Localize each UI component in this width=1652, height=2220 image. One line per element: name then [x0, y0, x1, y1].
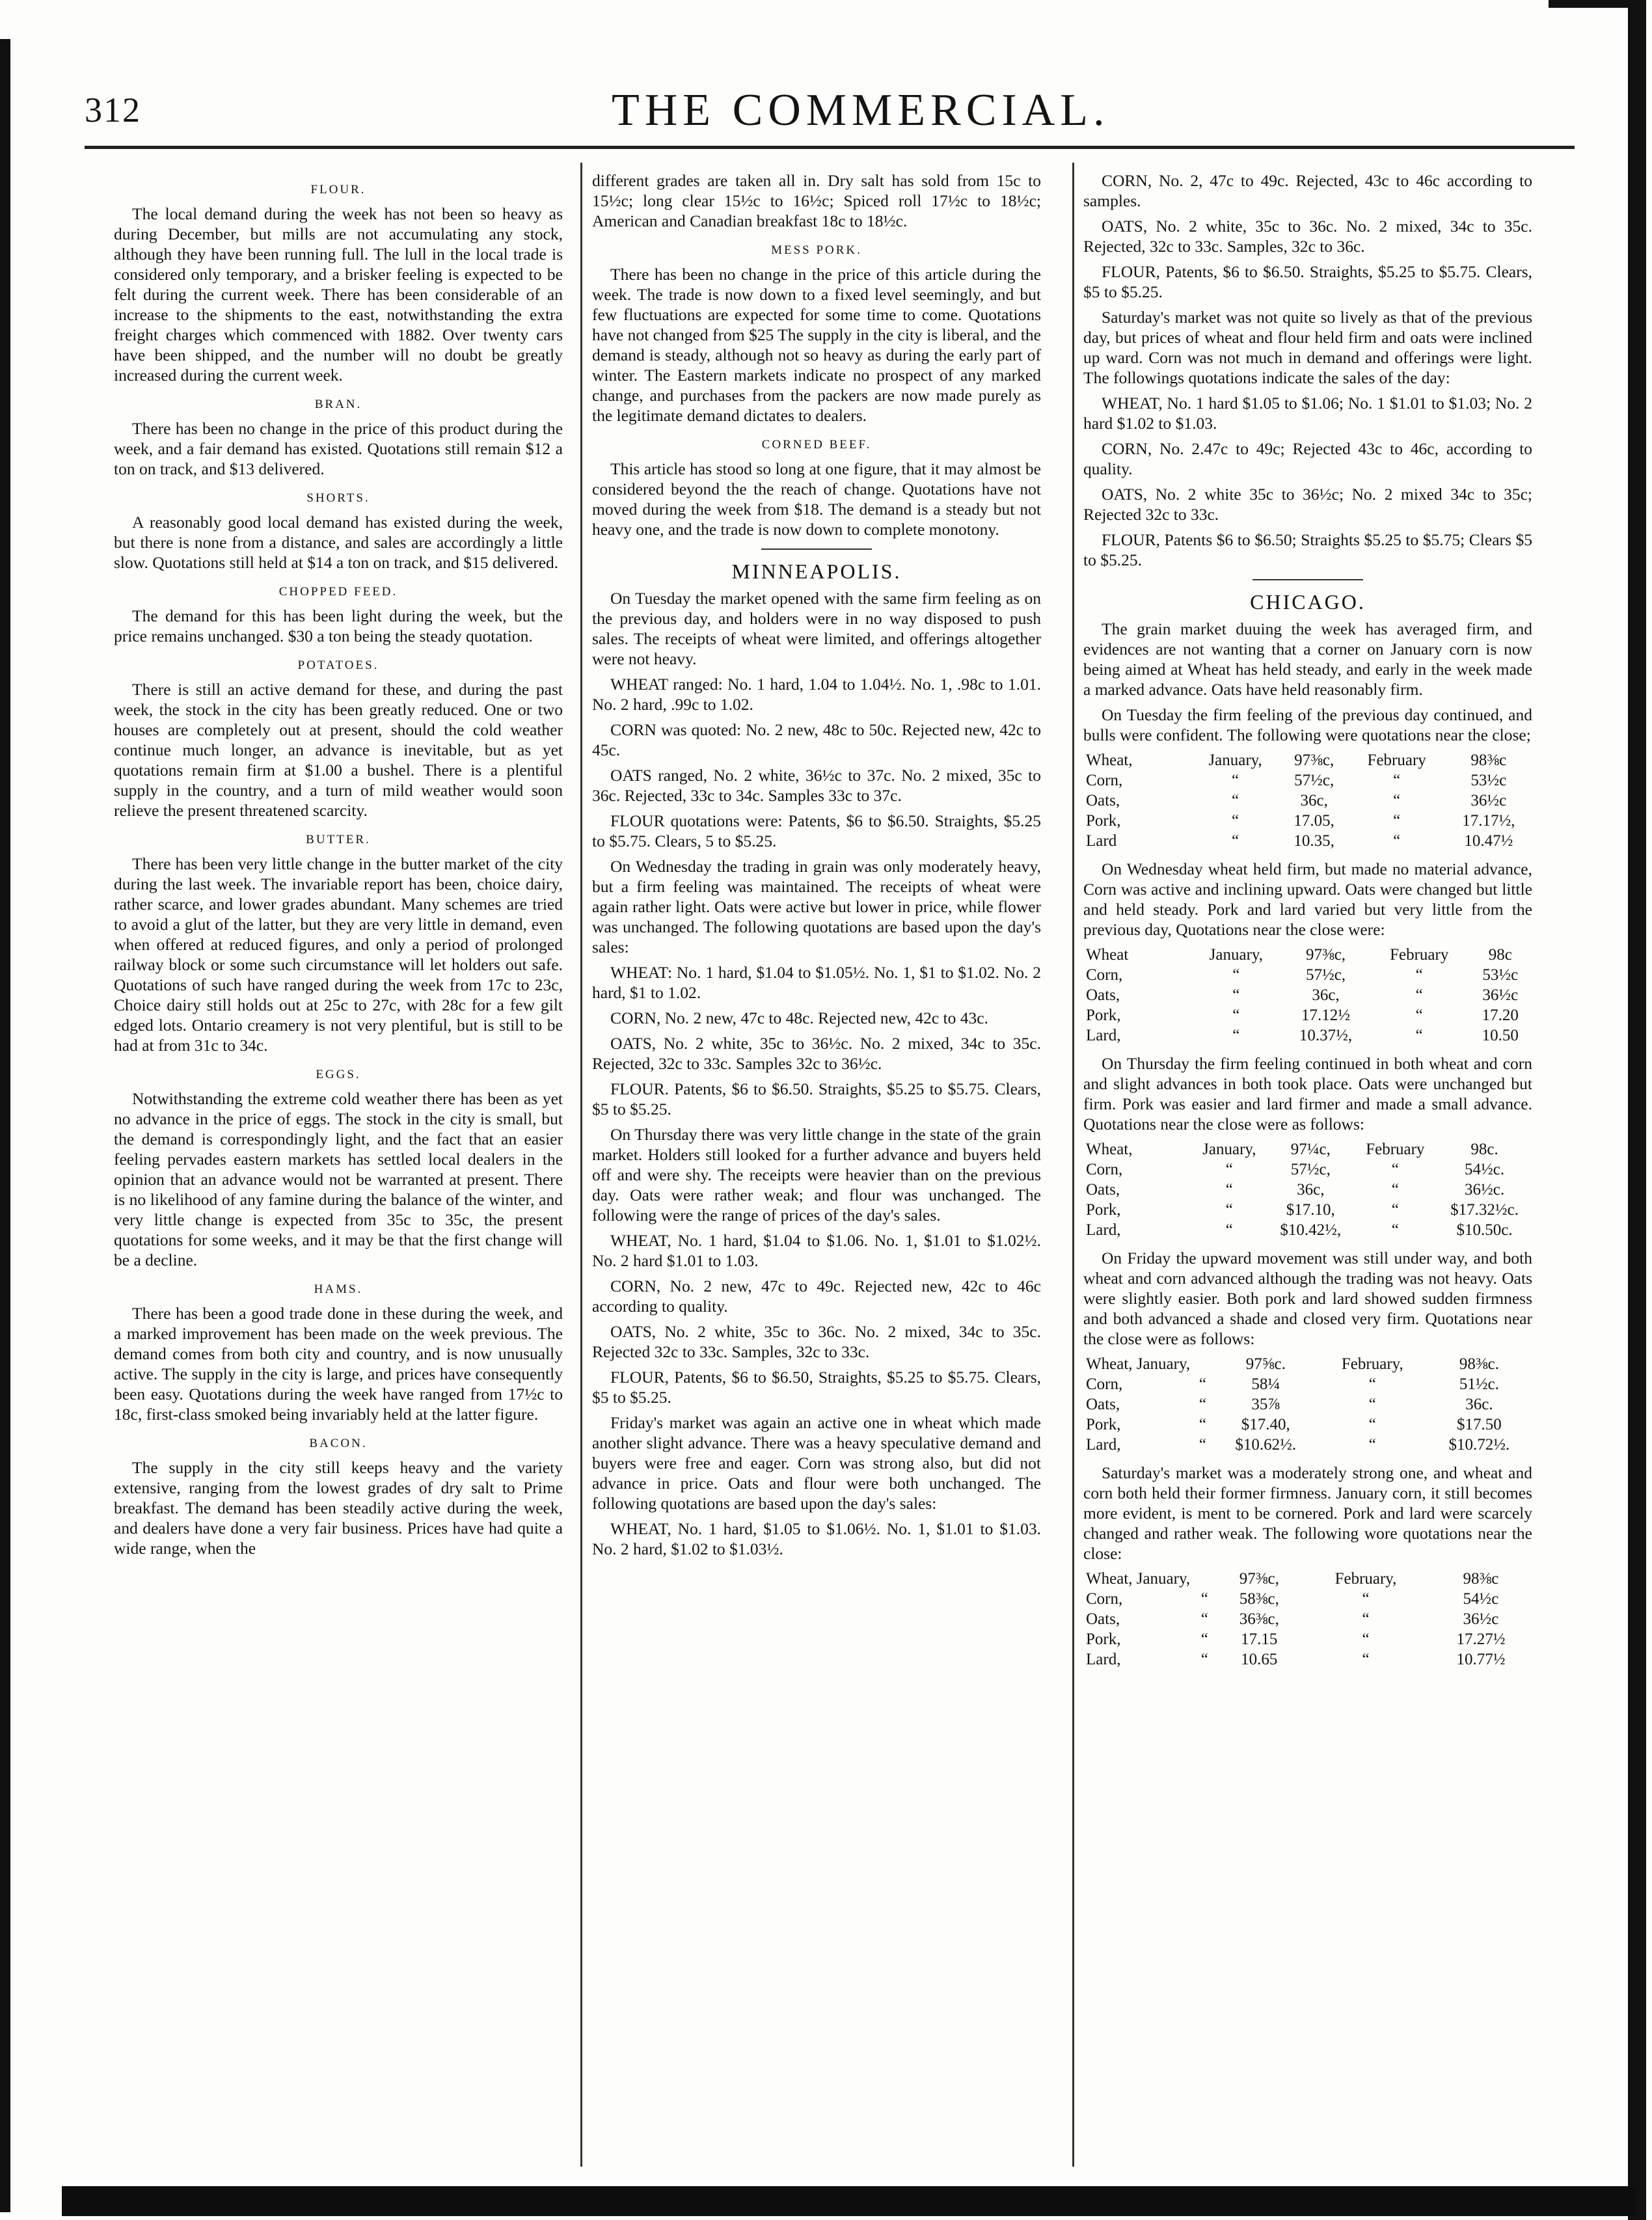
quotation-cell: “ — [1225, 1181, 1233, 1198]
quotation-cell: Corn, — [1086, 1375, 1123, 1393]
quotation-cell: 10.37½, — [1299, 1027, 1353, 1044]
quotation-cell: “ — [1415, 1027, 1423, 1044]
quotation-row — [1083, 1220, 1532, 1240]
quotation-cell: “ — [1200, 1631, 1208, 1648]
quotation-cell: $17.10, — [1286, 1201, 1335, 1219]
quotation-cell: “ — [1393, 772, 1401, 789]
quotation-cell: 58⅜c, — [1239, 1590, 1279, 1608]
section-heading: HAMS. — [314, 1282, 363, 1296]
quotation-cell: “ — [1368, 1396, 1376, 1413]
quotation-row — [1083, 1629, 1532, 1649]
column-divider — [1072, 163, 1074, 2167]
quotation-cell: Pork, — [1086, 1007, 1121, 1024]
quotation-cell: 17.17½, — [1462, 812, 1515, 830]
section-heading: BRAN. — [314, 398, 362, 411]
paragraph: FLOUR quotations were: Patents, $6 to $6.50. Straights, $5.25 to $5.75. Clears, 5 to $5.25. — [592, 811, 1041, 850]
paragraph: The supply in the city still keeps heavy and the variety extensive, ranging from the lowest grades of dry salt to Prime breakfast. The demand has been steadily active during the week, and dealers have done a very fair business. Prices have had quite a wide range, when the — [114, 1458, 563, 1558]
quotation-cell: 35⅞ — [1251, 1396, 1280, 1413]
quotation-row — [1083, 1159, 1532, 1180]
scan-bottom-bar — [62, 2186, 1636, 2216]
quotation-cell: 36½c — [1463, 1610, 1499, 1628]
column-1 — [114, 170, 563, 2174]
paragraph-continued: different grades are taken all in. Dry salt has sold from 15c to 15½c; long clear 15½c to 16½c; Spiced roll 17½c to 18½c; American and Canadian breakfast 18c to 18½c. — [592, 171, 1041, 230]
quotation-cell: 97⅜c, — [1239, 1570, 1279, 1588]
quotation-cell: Corn, — [1086, 772, 1123, 789]
paragraph: CORN, No. 2, 47c to 49c. Rejected, 43c to 46c according to samples. — [1083, 171, 1532, 210]
quotation-cell: “ — [1232, 772, 1239, 789]
paragraph: WHEAT ranged: No. 1 hard, 1.04 to 1.04½. No. 1, .98c to 1.01. No. 2 hard, .99c to 1.02. — [592, 675, 1041, 714]
paragraph: CORN was quoted: No. 2 new, 48c to 50c. Rejected new, 42c to 45c. — [592, 720, 1041, 759]
paragraph: WHEAT, No. 1 hard, $1.04 to $1.06. No. 1, $1.01 to $1.02½. No. 2 hard $1.01 to 1.03. — [592, 1231, 1041, 1270]
quotation-cell: “ — [1415, 986, 1423, 1004]
masthead-title: THE COMMERCIAL. — [612, 85, 1110, 135]
section-heading: CHOPPED FEED. — [278, 585, 398, 599]
paragraph: OATS ranged, No. 2 white, 36½c to 37c. No. 2 mixed, 35c to 36c. Rejected, 33c to 34c. Samples 33c to 37c. — [592, 766, 1041, 805]
quotation-table — [1083, 1139, 1532, 1240]
quotation-row — [1083, 831, 1532, 851]
quotation-cell: “ — [1232, 986, 1240, 1004]
quotation-cell: January, — [1209, 946, 1264, 964]
paragraph: There has been no change in the price of this product during the week, and a fair demand has existed. Quotations still remain $12 a ton on track, and $13 delivered. — [114, 419, 563, 478]
quotation-cell: “ — [1232, 832, 1239, 850]
paragraph: This article has stood so long at one figure, that it may almost be considered beyond the the reach of change. Quotations have not moved during the week from $18. The demand is a steady but not heavy one, and the trade is now down to complete monotony. — [592, 459, 1041, 539]
quotation-cell: Pork, — [1086, 1416, 1121, 1433]
quotation-cell: 51½c. — [1459, 1375, 1499, 1393]
quotation-cell: February — [1390, 946, 1449, 964]
quotation-cell: $17.40, — [1241, 1416, 1290, 1433]
quotation-cell: 36c, — [1300, 792, 1328, 809]
quotation-cell: $10.62½. — [1235, 1436, 1297, 1454]
paragraph: There has been very little change in the butter market of the city during the last week. The invariable report has been, choice dairy, rather scarce, and lower grades abundant. Many schemes are tried to avoid a glut of the latter, but they are very little in demand, even when offered at reduced figures, and only a period of prolonged railway block or some such circumstance will let holders out safe. Quotations of such have ranged during the week from 17c to 23c, Choice dairy still holds out at 25c to 27c, with 28c for a few gilt edged lots. Ontario creamery is not very plentiful, but is still to be had at from 31c to 34c. — [114, 854, 563, 1055]
section-heading: FLOUR. — [310, 183, 366, 196]
quotation-cell: “ — [1368, 1416, 1376, 1433]
quotation-row — [1083, 1589, 1532, 1609]
paragraph: There is still an active demand for these, and during the past week, the stock in the city has been greatly reduced. One or two houses are completely out at present, should the cold weather continue much longer, an advance is inevitable, but as yet quotations remain firm at $1.00 a bushel. There is a plentiful supply in the country, and a turn of mild weather would soon relieve the present threatened scarcity. — [114, 680, 563, 820]
section-separator — [1253, 579, 1363, 580]
quotation-cell: “ — [1232, 1027, 1240, 1044]
quotation-cell: 98⅜c. — [1459, 1355, 1499, 1373]
quotation-cell: “ — [1362, 1631, 1370, 1648]
paragraph: FLOUR, Patents, $6 to $6.50. Straights, $5.25 to $5.75. Clears, $5 to $5.25. — [1083, 262, 1532, 301]
paragraph: CORN, No. 2 new, 47c to 49c. Rejected new, 42c to 46c according to quality. — [592, 1277, 1041, 1316]
paragraph: Saturday's market was not quite so lively as that of the previous day, but prices of wheat and flour held firm and oats were inclined up ward. Corn was not much in demand and offerings were light. The followings quotations indicate the sales of the day: — [1083, 308, 1532, 387]
quotation-row — [1083, 1649, 1532, 1670]
quotation-cell: 36½c. — [1465, 1181, 1505, 1198]
scan-edge-top — [1549, 0, 1646, 8]
quotation-cell: Corn, — [1086, 1590, 1123, 1608]
scan-edge-left — [0, 39, 10, 2212]
paragraph: OATS, No. 2 white 35c to 36½c; No. 2 mixed 34c to 35c; Rejected 32c to 33c. — [1083, 485, 1532, 524]
quotation-cell: Lard, — [1086, 1436, 1121, 1454]
quotation-row — [1083, 791, 1532, 811]
quotation-cell: “ — [1198, 1396, 1206, 1413]
quotation-cell: 36½c — [1482, 986, 1519, 1004]
paragraph: On Tuesday the market opened with the same firm feeling as on the previous day, and holders were in no way disposed to push sales. The receipts of wheat were limited, and offerings altogether were not heavy. — [592, 589, 1041, 668]
quotation-row — [1083, 1374, 1532, 1394]
quotation-cell: 17.27½ — [1456, 1631, 1506, 1648]
paragraph: On Wednesday the trading in grain was only moderately heavy, but a firm feeling was maintained. The receipts of wheat were again rather light. Oats were active but lower in price, while flower was unchanged. The following quotations are based upon the day's sales: — [592, 857, 1041, 956]
quotation-cell: “ — [1198, 1375, 1206, 1393]
quotation-cell: Oats, — [1086, 986, 1120, 1004]
quotation-cell: “ — [1368, 1375, 1376, 1393]
quotation-cell: Pork, — [1086, 812, 1121, 830]
quotation-cell: 36½c — [1470, 792, 1507, 809]
quotation-cell: “ — [1225, 1201, 1233, 1219]
market-title: MINNEAPOLIS. — [731, 560, 902, 583]
paragraph: CORN, No. 2 new, 47c to 48c. Rejected new, 42c to 43c. — [610, 1008, 988, 1027]
section-heading: BACON. — [309, 1437, 368, 1450]
quotation-cell: 36c, — [1297, 1181, 1325, 1198]
quotation-table — [1083, 1354, 1532, 1455]
quotation-cell: 36c. — [1465, 1396, 1493, 1413]
quotation-cell: February, — [1334, 1570, 1397, 1588]
quotation-cell: “ — [1391, 1201, 1399, 1219]
quotation-cell: Lard — [1086, 832, 1117, 850]
quotation-cell: February — [1367, 751, 1426, 769]
section-heading: SHORTS. — [306, 491, 370, 505]
quotation-cell: Oats, — [1086, 1181, 1120, 1198]
paragraph: WHEAT, No. 1 hard, $1.05 to $1.06½. No. 1, $1.01 to $1.03. No. 2 hard, $1.02 to $1.03½. — [592, 1519, 1041, 1558]
quotation-cell: 54½c — [1463, 1590, 1499, 1608]
paragraph: The local demand during the week has not been so heavy as during December, but mills are not accumulating any stock, although they have been running full. The lull in the local trade is considered only temporary, and a brisker feeling is expected to be felt during the current week. There has been considerable of an increase to the shipments to the east, notwithstanding the extra freight charges which commenced with 1882. Over twenty cars have been shipped, and the number will no doubt be greatly increased during the current week. — [114, 204, 563, 385]
quotation-cell: “ — [1393, 792, 1401, 809]
quotation-cell: “ — [1200, 1590, 1208, 1608]
quotation-cell: 17.12½ — [1301, 1007, 1350, 1024]
quotation-row — [1083, 1569, 1532, 1589]
quotation-row — [1083, 1415, 1532, 1435]
quotation-cell: February — [1366, 1141, 1425, 1158]
quotation-cell: Wheat, — [1086, 751, 1133, 769]
quotation-cell: Corn, — [1086, 966, 1123, 984]
quotation-cell: 36c, — [1312, 986, 1340, 1004]
column-2 — [592, 170, 1041, 2174]
quotation-cell: “ — [1232, 966, 1240, 984]
quotation-cell: 36⅜c, — [1239, 1610, 1279, 1628]
quotation-cell: 57½c, — [1305, 966, 1346, 984]
section-heading: MESS PORK. — [771, 243, 862, 257]
quotation-cell: Wheat, January, — [1086, 1570, 1191, 1588]
quotation-cell: 54½c. — [1465, 1161, 1505, 1178]
column-divider — [580, 163, 582, 2167]
quotation-cell: “ — [1393, 832, 1401, 850]
quotation-cell: $10.42½, — [1280, 1221, 1342, 1239]
paragraph: On Wednesday wheat held firm, but made no material advance, Corn was active and inclining upward. Oats were changed but little and held steady. Pork and lard varied but very little from the previous day, Quotations near the close were: — [1083, 860, 1532, 939]
quotation-cell: “ — [1391, 1221, 1399, 1239]
quotation-cell: “ — [1391, 1181, 1399, 1198]
quotation-cell: Oats, — [1086, 1396, 1120, 1413]
quotation-cell: “ — [1200, 1610, 1208, 1628]
quotation-row — [1083, 965, 1532, 985]
quotation-cell: 10.50 — [1482, 1027, 1519, 1044]
quotation-cell: “ — [1393, 812, 1401, 830]
quotation-cell: “ — [1415, 1007, 1423, 1024]
quotation-cell: “ — [1415, 966, 1423, 984]
paragraph: FLOUR. Patents, $6 to $6.50. Straights, $5.25 to $5.75. Clears, $5 to $5.25. — [592, 1079, 1041, 1118]
paragraph: CORN, No. 2.47c to 49c; Rejected 43c to 46c, according to quality. — [1083, 439, 1532, 478]
section-heading: BUTTER. — [306, 833, 371, 846]
quotation-cell: 10.77½ — [1456, 1651, 1506, 1668]
paragraph: OATS, No. 2 white, 35c to 36c. No. 2 mixed, 34c to 35c. Rejected 32c to 33c. Samples, 32c to 33c. — [592, 1322, 1041, 1361]
quotation-cell: Lard, — [1086, 1651, 1121, 1668]
quotation-cell: “ — [1232, 792, 1239, 809]
paragraph: Notwithstanding the extreme cold weather there has been as yet no advance in the price of eggs. The stock in the city is small, but the demand is correspondingly light, and the fact that an easier feeling pervades eastern markets has settled local dealers in the opinion that an advance would not be warranted at present. There is no likelihood of any famine during the balance of the winter, and very little change is expected from 35c to 35c, the present quotations for some weeks, and it may be that the first change will be a decline. — [114, 1089, 563, 1269]
quotation-cell: Oats, — [1086, 792, 1120, 809]
quotation-cell: Corn, — [1086, 1161, 1123, 1178]
quotation-cell: 57½c, — [1290, 1161, 1331, 1178]
paragraph: A reasonably good local demand has existed during the week, but there is none from a distance, and sales are accordingly a little slow. Quotations still held at $14 a ton on track, and $15 delivered. — [114, 513, 563, 572]
page-number: 312 — [85, 90, 141, 129]
quotation-cell: 98c — [1488, 946, 1512, 964]
quotation-table — [1083, 945, 1532, 1046]
quotation-cell: 97⅜c, — [1294, 751, 1334, 769]
quotation-cell: 97⅜c, — [1305, 946, 1346, 964]
scan-edge-right — [1628, 0, 1646, 2220]
quotation-cell: 58¼ — [1251, 1375, 1280, 1393]
quotation-cell: 10.65 — [1241, 1651, 1278, 1668]
quotation-cell: $17.50 — [1457, 1416, 1502, 1433]
paragraph: WHEAT, No. 1 hard $1.05 to $1.06; No. 1 $1.01 to $1.03; No. 2 hard $1.02 to $1.03. — [1083, 394, 1532, 433]
quotation-cell: “ — [1200, 1651, 1208, 1668]
paragraph: There has been no change in the price of this article during the week. The trade is now down to a fixed level seemingly, and but few fluctuations are expected for some time to come. Quotations have not changed from $25 The supply in the city is liberal, and the demand is steady, although not so heavy as during the early part of winter. The Eastern markets indicate no prospect of any marked change, and purchases from the packers are now made purely as the legitimate demand dictates to dealers. — [592, 265, 1041, 425]
quotation-cell: 97⅝c. — [1245, 1355, 1286, 1373]
paragraph: FLOUR, Patents, $6 to $6.50, Straights, $5.25 to $5.75. Clears, $5 to $5.25. — [592, 1368, 1041, 1407]
section-heading: POTATOES. — [297, 658, 379, 672]
quotation-cell: “ — [1362, 1651, 1370, 1668]
quotation-table — [1083, 750, 1532, 851]
quotation-cell: 10.35, — [1293, 832, 1334, 850]
quotation-row — [1083, 1005, 1532, 1025]
quotation-row — [1083, 811, 1532, 831]
quotation-row — [1083, 1435, 1532, 1455]
quotation-cell: February, — [1341, 1355, 1403, 1373]
quotation-row — [1083, 985, 1532, 1005]
section-heading: CORNED BEEF. — [761, 438, 872, 452]
quotation-table — [1083, 1569, 1532, 1670]
quotation-cell: Pork, — [1086, 1631, 1121, 1648]
quotation-cell: January, — [1208, 751, 1262, 769]
quotation-cell: “ — [1232, 1007, 1240, 1024]
quotation-cell: “ — [1198, 1436, 1206, 1454]
paragraph: OATS, No. 2 white, 35c to 36½c. No. 2 mixed, 34c to 35c. Rejected, 32c to 33c. Samples 32c to 36½c. — [592, 1034, 1041, 1073]
quotation-row — [1083, 1200, 1532, 1220]
quotation-cell: 17.15 — [1241, 1631, 1278, 1648]
paragraph: The grain market duuing the week has averaged firm, and evidences are not wanting that a corner on January corn is now being aimed at Wheat has held steady, and early in the week made a marked advance. Oats have held reasonably firm. — [1083, 619, 1532, 699]
paragraph: OATS, No. 2 white, 35c to 36c. No. 2 mixed, 34c to 35c. Rejected, 32c to 33c. Samples, 32c to 36c. — [1083, 217, 1532, 256]
quotation-cell: 97¼c, — [1290, 1141, 1331, 1158]
quotation-cell: Lard, — [1086, 1027, 1121, 1044]
paragraph: The demand for this has been light during the week, but the price remains unchanged. $30 a ton being the steady quotation. — [114, 606, 563, 645]
quotation-cell: 17.05, — [1293, 812, 1334, 830]
quotation-cell: Wheat, January, — [1086, 1355, 1191, 1373]
header-rule — [85, 146, 1575, 149]
quotation-cell: “ — [1232, 812, 1239, 830]
quotation-cell: “ — [1368, 1436, 1376, 1454]
quotation-cell: 98⅜c — [1463, 1570, 1499, 1588]
quotation-cell: “ — [1225, 1161, 1233, 1178]
quotation-cell: 10.47½ — [1464, 832, 1513, 850]
quotation-cell — [1193, 1569, 1216, 1589]
quotation-cell: “ — [1225, 1221, 1233, 1239]
quotation-cell: 57½c, — [1294, 772, 1334, 789]
quotation-cell: $10.72½. — [1448, 1436, 1510, 1454]
quotation-cell: 98⅜c — [1470, 751, 1507, 769]
paragraph: On Thursday the firm feeling continued in both wheat and corn and slight advances in both took place. Oats were unchanged but firm. Pork was easier and lard firmer and made a small advance. Quotations near the close were as follows: — [1083, 1054, 1532, 1133]
quotation-cell — [1193, 1354, 1213, 1374]
quotation-cell: “ — [1362, 1610, 1370, 1628]
quotation-cell: January, — [1202, 1141, 1256, 1158]
quotation-row — [1083, 770, 1532, 791]
quotation-cell: 53½c — [1470, 772, 1507, 789]
quotation-cell: “ — [1391, 1161, 1399, 1178]
quotation-cell: “ — [1362, 1590, 1370, 1608]
paragraph: On Tuesday the firm feeling of the previous day continued, and bulls were confident. The following were quotations near the close; — [1083, 705, 1532, 744]
quotation-row — [1083, 1180, 1532, 1200]
quotation-cell: $17.32½c. — [1450, 1201, 1519, 1219]
quotation-cell: “ — [1198, 1416, 1206, 1433]
quotation-cell: Lard, — [1086, 1221, 1121, 1239]
quotation-row — [1083, 945, 1532, 965]
paragraph: FLOUR, Patents $6 to $6.50; Straights $5.25 to $5.75; Clears $5 to $5.25. — [1083, 530, 1532, 569]
quotation-row — [1083, 750, 1532, 770]
section-separator — [761, 548, 872, 550]
quotation-cell: $10.50c. — [1456, 1221, 1513, 1239]
quotation-cell: Oats, — [1086, 1610, 1120, 1628]
quotation-cell: 53½c — [1482, 966, 1519, 984]
quotation-cell: Pork, — [1086, 1201, 1121, 1219]
column-3 — [1083, 170, 1532, 2174]
quotation-row — [1083, 1609, 1532, 1629]
quotation-row — [1083, 1025, 1532, 1046]
section-heading: EGGS. — [316, 1068, 361, 1081]
quotation-row — [1083, 1354, 1532, 1374]
paragraph: There has been a good trade done in these during the week, and a marked improvement has been made on the week previous. The demand comes from both city and country, and is now unusually active. The supply in the city is large, and prices have consequently been easy. Quotations during the week have ranged from 17½c to 18c, first-class smoked being invariably held at the latter figure. — [114, 1304, 563, 1424]
quotation-cell: 98c. — [1470, 1141, 1498, 1158]
paragraph: On Thursday there was very little change in the state of the grain market. Holders still looked for a further advance and buyers held off and were shy. The receipts were heavier than on the previous day. Oats were rather weak; and flour was unchanged. The following were the range of prices of the day's sales. — [592, 1125, 1041, 1225]
page-header — [85, 85, 1555, 143]
paragraph: Saturday's market was a moderately strong one, and wheat and corn both held their former firmness. January corn, it still becomes more evident, is ment to be cornered. Pork and lard were scarcely changed and rather weak. The following wore quotations near the close: — [1083, 1463, 1532, 1563]
quotation-row — [1083, 1394, 1532, 1415]
quotation-row — [1083, 1139, 1532, 1159]
quotation-cell: 17.20 — [1482, 1007, 1519, 1024]
paragraph: On Friday the upward movement was still under way, and both wheat and corn advanced although the trading was not heavy. Oats were slightly easier. Both pork and lard showed sudden firmness and both advanced a shade and closed very firm. Quotations near the close were as follows: — [1083, 1249, 1532, 1348]
market-title: CHICAGO. — [1250, 590, 1366, 614]
quotation-cell: Wheat, — [1086, 1141, 1133, 1158]
quotation-cell: Wheat — [1086, 946, 1129, 964]
paragraph: Friday's market was again an active one in wheat which made another slight advance. There was a heavy speculative demand and buyers were free and eager. Corn was strong also, but did not advance in price. Oats and flour were both unchanged. The following quotations are based upon the day's sales: — [592, 1413, 1041, 1513]
paragraph: WHEAT: No. 1 hard, $1.04 to $1.05½. No. 1, $1 to $1.02. No. 2 hard, $1 to 1.02. — [592, 963, 1041, 1002]
